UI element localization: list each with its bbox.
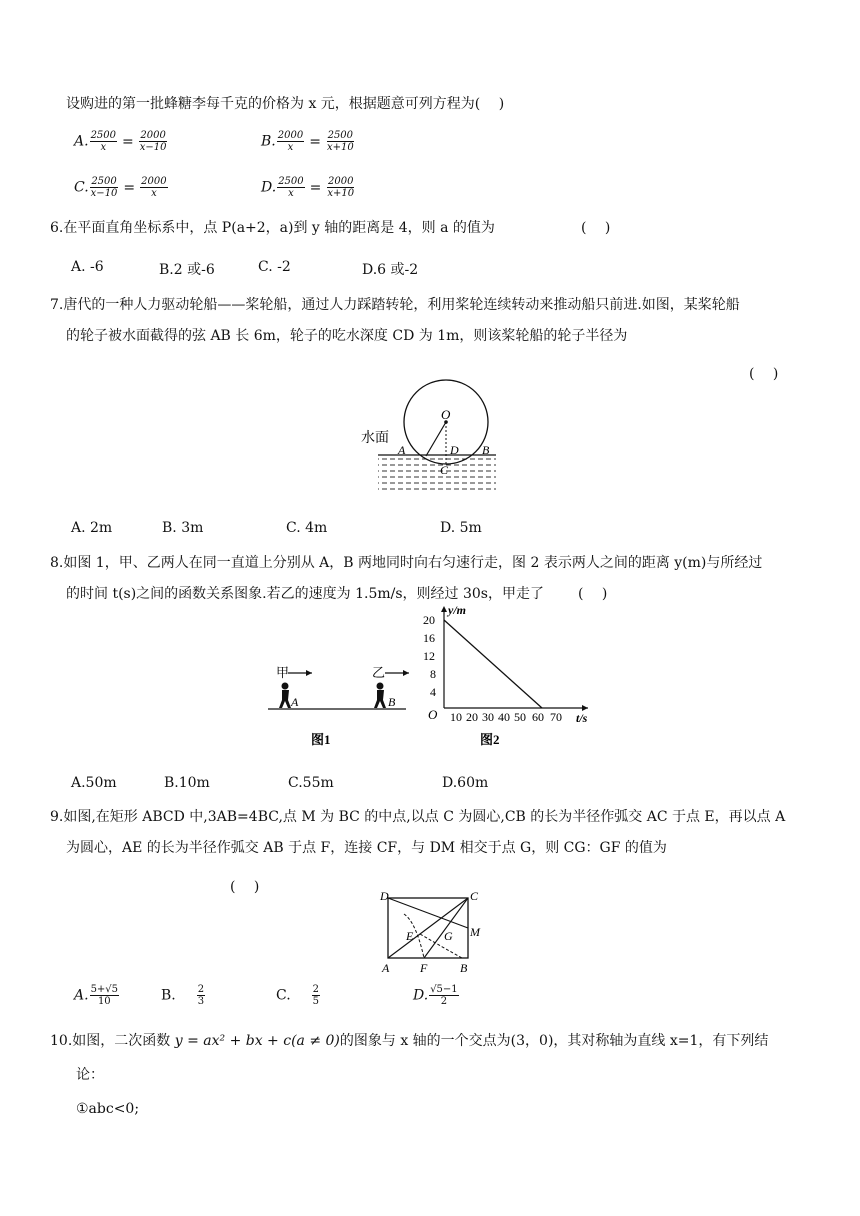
q8-line2: 的时间 t(s)之间的函数关系图象.若乙的速度为 1.5m/s，则经过 30s，甲走了 <box>66 586 544 602</box>
xtick-20: 20 <box>466 710 478 724</box>
label-jia: 甲 <box>276 665 290 680</box>
segment-cf <box>424 898 468 958</box>
q7-option-d[interactable]: D. 5m <box>440 520 482 536</box>
q10-line1: 10.如图，二次函数 y = ax² + bx + c(a ≠ 0)的图象与 x 轴的一个交点为(3，0)，其对称轴为直线 x=1，有下列结 <box>50 1033 769 1049</box>
q7-answer-paren: ( ) <box>749 366 779 382</box>
walker-jia-icon <box>279 683 291 709</box>
q10-item1: ①abc<0; <box>76 1101 140 1117</box>
fig2-caption: 图2 <box>480 732 500 747</box>
xtick-30: 30 <box>482 710 494 724</box>
diagonal-ac <box>388 898 468 958</box>
label-g: G <box>444 929 453 943</box>
q5-option-d[interactable]: D. $\frac{2500}{x}$ = $\frac{2000}{x+10}$ <box>261 176 355 199</box>
q7-option-c[interactable]: C. 4m <box>286 520 328 536</box>
label-a: A <box>382 961 390 975</box>
ytick-4: 4 <box>430 685 436 699</box>
label-f: F <box>420 961 428 975</box>
label-a: A <box>398 443 406 457</box>
q8-option-c[interactable]: C.55m <box>288 775 334 791</box>
water-label: 水面 <box>361 431 389 446</box>
xtick-60: 60 <box>532 710 544 724</box>
origin-label: O <box>428 707 438 722</box>
q8-figure1 <box>266 658 416 750</box>
q6-stem: 6.在平面直角坐标系中，点 P(a+2，a)到 y 轴的距离是 4，则 a 的值为 <box>50 220 495 236</box>
arrowhead-jia <box>306 670 312 676</box>
label-b: B <box>388 695 396 709</box>
label-o: O <box>441 407 451 422</box>
q7-option-b[interactable]: B. 3m <box>162 520 204 536</box>
q6-option-b[interactable]: B.2 或-6 <box>159 262 215 278</box>
q7-line1: 7.唐代的一种人力驱动轮船——桨轮船，通过人力踩踏转轮，利用桨轮连续转动来推动船只前进.如图，某桨轮船 <box>50 297 740 313</box>
q6-option-a[interactable]: A. -6 <box>71 259 104 275</box>
q8-answer-paren: ( ) <box>578 586 608 602</box>
x-axis-label: t/s <box>576 711 588 725</box>
q10-line2: 论： <box>76 1067 104 1083</box>
q5-option-b[interactable]: B. $\frac{2000}{x}$ = $\frac{2500}{x+10}$ <box>261 130 354 153</box>
label-d: D <box>450 443 459 457</box>
ytick-12: 12 <box>423 649 435 663</box>
fig1-caption: 图1 <box>311 732 331 747</box>
segment-oa <box>426 422 446 456</box>
water-hatch <box>378 455 496 490</box>
q8-option-a[interactable]: A.50m <box>71 775 117 791</box>
xtick-50: 50 <box>514 710 526 724</box>
q8-figure2-chart <box>418 600 598 750</box>
segment-dm <box>388 898 468 928</box>
label-yi: 乙 <box>372 665 386 680</box>
q7-line2: 的轮子被水面截得的弦 AB 长 6m，轮子的吃水深度 CD 为 1m，则该桨轮船的轮子半径为 <box>66 328 628 344</box>
y-axis-arrow <box>441 606 447 612</box>
arrowhead-yi <box>403 670 409 676</box>
xtick-70: 70 <box>550 710 562 724</box>
q7-option-a[interactable]: A. 2m <box>71 520 113 536</box>
q6-option-d[interactable]: D.6 或-2 <box>362 262 419 278</box>
distance-line <box>444 620 542 708</box>
label-c: C <box>440 463 449 477</box>
q9-option-d[interactable]: D. $\frac{√5-1}{2}$ <box>413 984 458 1007</box>
q7-wheel-figure <box>358 378 508 496</box>
q5-stem: 设购进的第一批蜂糖李每千克的价格为 x 元，根据题意可列方程为( ) <box>66 96 505 112</box>
q8-option-d[interactable]: D.60m <box>442 775 489 791</box>
y-axis-label: y/m <box>448 603 466 617</box>
walker-yi-icon <box>374 683 386 709</box>
label-c: C <box>470 889 479 903</box>
ytick-8: 8 <box>430 667 436 681</box>
q5-option-c[interactable]: C. $\frac{2500}{x-10}$ = $\frac{2000}{x}$ <box>74 176 167 199</box>
q9-option-a[interactable]: A. $\frac{5+√5}{10}$ <box>74 984 119 1007</box>
xtick-10: 10 <box>450 710 462 724</box>
ytick-20: 20 <box>423 613 435 627</box>
q9-line1: 9.如图,在矩形 ABCD 中,3AB=4BC,点 M 为 BC 的中点,以点 C 为圆心,CB 的长为半径作弧交 AC 于点 E，再以点 A <box>50 809 786 825</box>
q9-option-c[interactable]: C. $\frac{2}{5}$ <box>276 984 320 1007</box>
label-a: A <box>291 695 299 709</box>
label-b: B <box>482 443 490 457</box>
xtick-40: 40 <box>498 710 510 724</box>
label-b: B <box>460 961 468 975</box>
q9-option-b[interactable]: B. $\frac{2}{3}$ <box>161 984 205 1007</box>
q5-option-a[interactable]: A. $\frac{2500}{x}$ = $\frac{2000}{x-10}$ <box>74 130 167 153</box>
q8-option-b[interactable]: B.10m <box>164 775 210 791</box>
q9-line2: 为圆心，AE 的长为半径作弧交 AB 于点 F，连接 CF，与 DM 相交于点 G，则 CG：GF 的值为 <box>66 840 667 856</box>
label-m: M <box>470 925 480 939</box>
q9-rectangle-figure <box>374 888 490 978</box>
label-e: E <box>406 929 414 943</box>
q6-option-c[interactable]: C. -2 <box>258 259 291 275</box>
ytick-16: 16 <box>423 631 435 645</box>
q9-answer-paren: ( ) <box>230 879 260 895</box>
q10-equation: y = ax² + bx + c(a ≠ 0) <box>174 1033 340 1049</box>
label-d: D <box>380 889 389 903</box>
q6-answer-paren: ( ) <box>581 220 611 236</box>
q8-line1: 8.如图 1，甲、乙两人在同一直道上分别从 A，B 两地同时向右匀速行走，图 2 表示两人之间的距离 y(m)与所经过 <box>50 555 763 571</box>
